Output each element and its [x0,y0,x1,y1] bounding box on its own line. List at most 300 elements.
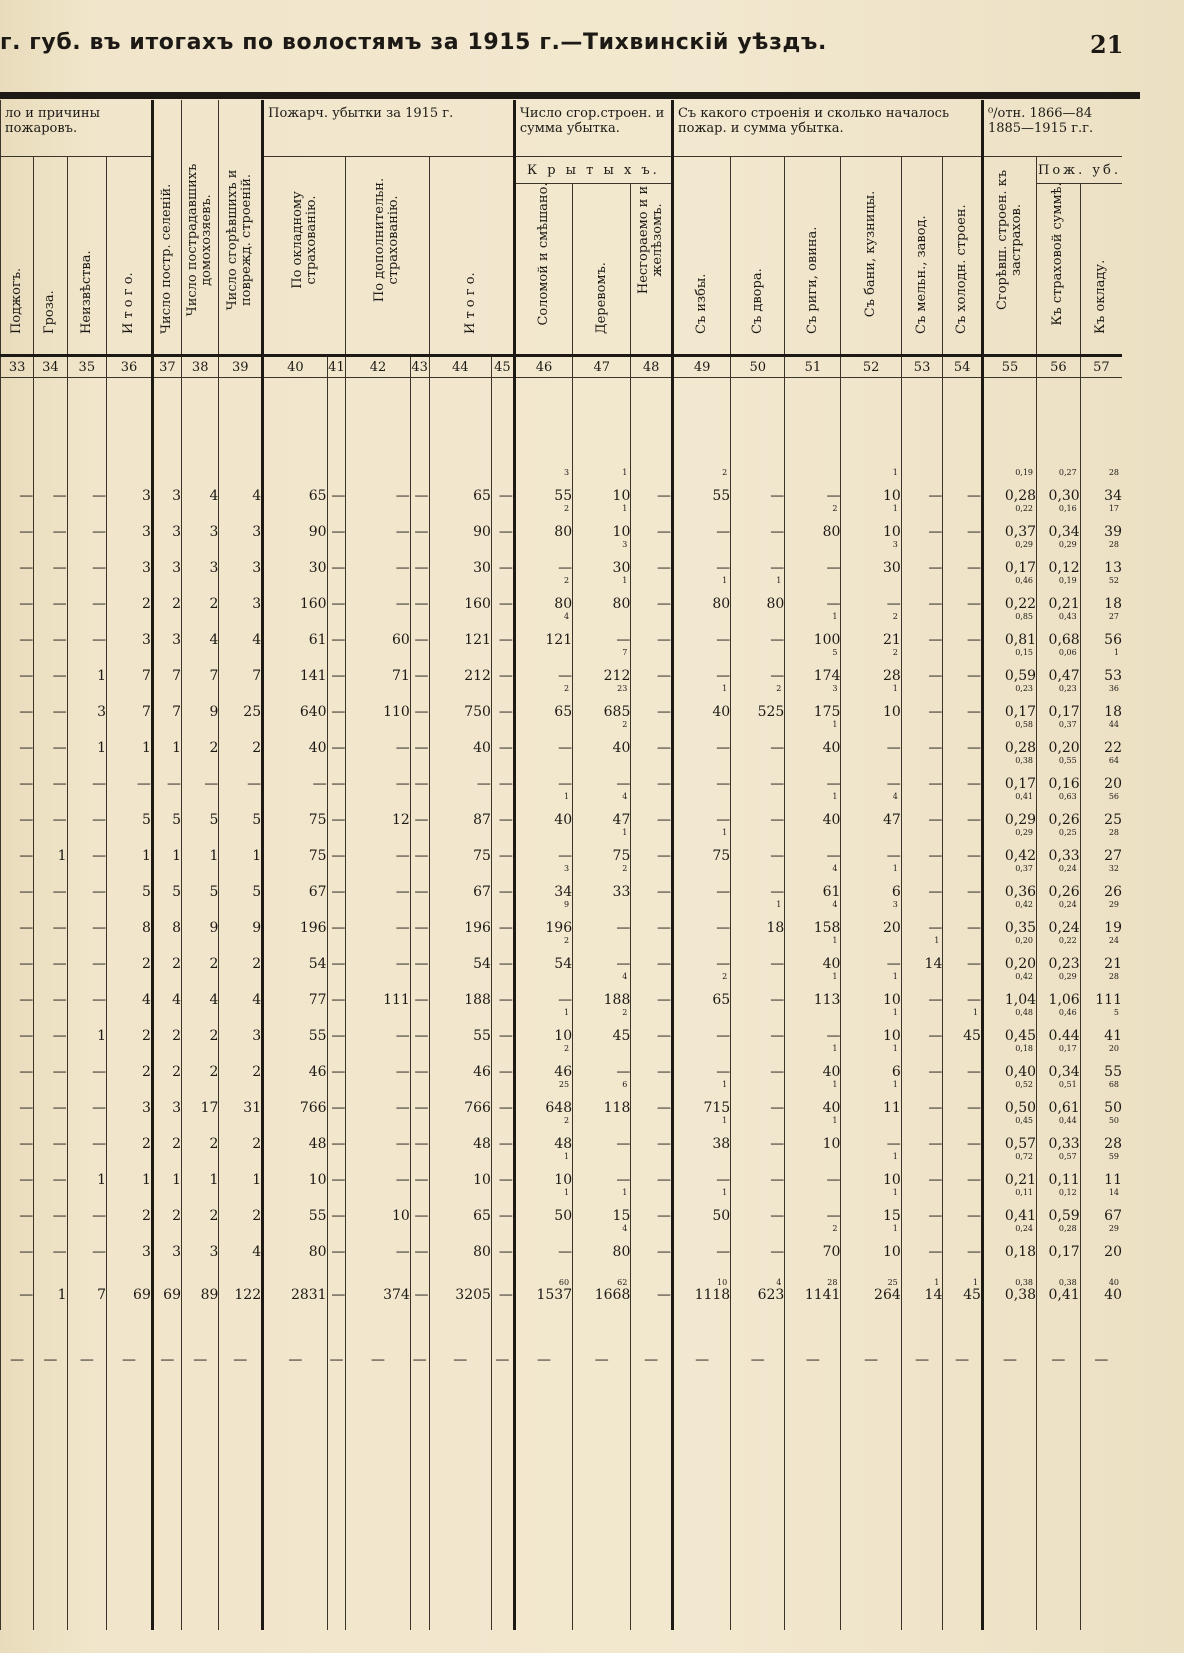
cell-value: — [656,1064,671,1080]
table-row [1,1188,1123,1224]
col-total-losses: И т о г о. [429,157,514,356]
table-cell [429,612,491,648]
cell-value: 0,28 [1004,740,1037,756]
table-cell [982,1260,1036,1330]
cell-superscript: 3 [564,864,570,873]
cell-value: 3 [141,488,151,504]
cell-value: 80 [554,596,573,612]
cell-value: 10 [882,488,901,504]
table-cell [982,828,1036,864]
cell-value: 54 [308,956,327,972]
col-from-cold: Съ холодн. строен. [943,157,983,356]
cell-value: — [414,596,429,612]
table-cell [841,612,901,648]
cell-value: — [966,524,981,540]
cell-value: — [966,992,981,1008]
cell-value: — [414,1136,429,1152]
cell-value: — [498,1287,513,1303]
cell-value: — [52,1244,67,1260]
table-cell [1080,1080,1122,1116]
table-cell [181,1224,218,1260]
col-pct-rate: Къ окладу. [1080,184,1122,356]
cell-value: — [414,1172,429,1188]
table-cell [152,972,181,1008]
cell-value: — [331,524,346,540]
table-cell [731,1188,785,1224]
cell-value: — [966,884,981,900]
col-fireproof: Несгораемо и и желѣзомъ. [631,184,673,356]
cell-value: — [928,632,943,648]
cell-superscript: 0,24 [1058,864,1077,873]
table-row [1,612,1123,648]
cell-value: 2 [209,1208,219,1224]
table-cell [672,1044,730,1080]
table-row [1,648,1123,684]
table-cell [219,1188,263,1224]
table-cell [1080,972,1122,1008]
cell-value: — [966,740,981,756]
cell-value: 141 [299,668,327,684]
cell-value: 40 [554,812,573,828]
table-cell [107,612,153,648]
cell-value: 18 [1104,704,1122,720]
table-cell [672,540,730,576]
cell-value: — [966,1244,981,1260]
table-cell [429,648,491,684]
table-cell [1037,900,1081,936]
cell-value: — [928,596,943,612]
table-cell [346,792,410,828]
cell-value: 0,12 [1048,560,1080,576]
cell-value: 90 [473,524,491,540]
table-cell [573,756,631,792]
cell-value: 0,40 [1004,1064,1037,1080]
table-cell [429,900,491,936]
table-cell [219,1330,263,1390]
cell-value: 4 [252,1244,262,1260]
table-cell [841,900,901,936]
table-cell [107,756,153,792]
cell-value: 10 [473,1172,491,1188]
table-row [1,1080,1123,1116]
table-cell [901,576,943,612]
table-cell [327,828,346,864]
table-cell [181,1044,218,1080]
table-cell [1,1188,34,1224]
cell-value: — [92,812,107,828]
cell-superscript: 0,25 [1058,828,1077,837]
cell-value: 1 [172,1172,181,1188]
cell-value: — [331,596,346,612]
cell-value: 715 [703,1100,731,1116]
column-number: 34 [34,356,67,378]
table-cell [429,540,491,576]
cell-value: — [414,1064,429,1080]
table-row [1,1116,1123,1152]
table-cell [943,720,983,756]
table-cell [67,1008,107,1044]
cell-value: 2 [252,740,262,756]
table-cell [263,1188,327,1224]
table-cell [841,972,901,1008]
cell-value: 40 [712,704,731,720]
table-cell [67,936,107,972]
table-cell [410,972,429,1008]
cell-value: — [395,884,410,900]
column-number: 54 [943,356,983,378]
cell-value: — [52,1028,67,1044]
header-rule [0,92,1140,99]
table-cell [1037,504,1081,540]
subgroup-roofed: К р ы т ы х ъ. [514,157,672,184]
table-cell [841,1330,901,1390]
column-number: 44 [429,356,491,378]
cell-value: — [770,776,785,792]
cell-value: 122 [234,1287,262,1303]
table-cell [219,1260,263,1330]
table-cell [410,864,429,900]
cell-value: — [331,776,346,792]
cell-value: — [770,812,785,828]
cell-value: 47 [882,812,901,828]
table-cell [327,576,346,612]
cell-value: 50 [1104,1100,1122,1116]
table-cell [219,720,263,756]
table-row [1,1224,1123,1260]
cell-value: 40 [612,740,631,756]
cell-value: 40 [1104,1287,1122,1303]
cell-value: 0,30 [1048,488,1080,504]
cell-value: — [414,1244,429,1260]
table-cell [1,828,34,864]
cell-value: 2 [172,1064,181,1080]
cell-value: — [371,1352,386,1368]
table-cell [152,1116,181,1152]
cell-value: — [414,1287,429,1303]
cell-value: 11 [882,1100,901,1116]
cell-value: — [92,596,107,612]
table-cell [514,468,572,504]
cell-value: 55 [554,488,573,504]
table-cell [573,1260,631,1330]
cell-value: — [656,776,671,792]
table-cell [410,1044,429,1080]
cell-value: — [498,488,513,504]
table-cell [263,468,327,504]
cell-value: — [19,524,34,540]
dash-row [1,1330,1123,1390]
cell-superscript: 2 [892,648,898,657]
table-cell [841,720,901,756]
table-cell [219,468,263,504]
cell-value: — [414,1028,429,1044]
cell-value: 196 [545,920,573,936]
cell-value: — [476,776,491,792]
cell-value: 0.44 [1048,1028,1080,1044]
cell-superscript: 0,51 [1058,1080,1077,1089]
cell-superscript: 0,44 [1058,1116,1077,1125]
cell-value: 5 [252,812,262,828]
cell-superscript: 1 [564,792,570,801]
cell-superscript: 2 [622,720,628,729]
column-number: 38 [181,356,218,378]
cell-value: 7 [209,668,219,684]
table-cell [573,1080,631,1116]
cell-value: 0,81 [1004,632,1037,648]
table-cell [1037,540,1081,576]
table-cell [429,1188,491,1224]
table-cell [982,1008,1036,1044]
cell-superscript: 0,29 [1015,540,1034,549]
table-cell [491,648,514,684]
table-cell [491,1224,514,1260]
table-cell [181,900,218,936]
table-cell [672,1330,730,1390]
cell-superscript: 1 [722,576,728,585]
table-cell [152,864,181,900]
cell-value: 14 [924,956,943,972]
cell-value: — [19,1028,34,1044]
table-cell [152,1008,181,1044]
table-row [1,1044,1123,1080]
cell-superscript: 0,19 [1058,576,1077,585]
table-cell [429,972,491,1008]
table-cell [631,1008,673,1044]
table-cell [107,1260,153,1330]
table-cell [573,1188,631,1224]
table-cell [263,576,327,612]
cell-superscript: 0,18 [1015,1044,1034,1053]
cell-value: — [414,1100,429,1116]
table-cell [785,612,841,648]
cell-superscript: 0,43 [1058,612,1077,621]
cell-value: — [886,956,901,972]
table-cell [429,1008,491,1044]
table-cell [1037,756,1081,792]
cell-superscript: 1 [622,1188,628,1197]
cell-value: 2 [141,1064,151,1080]
cell-value: — [414,992,429,1008]
cell-value: — [312,776,327,792]
cell-value: — [1002,1352,1017,1368]
cell-value: — [770,632,785,648]
table-cell [346,648,410,684]
cell-value: — [928,1064,943,1080]
table-cell [107,864,153,900]
cell-value: — [331,1028,346,1044]
cell-superscript: 1 [832,792,838,801]
table-cell [982,900,1036,936]
cell-value: — [826,1208,841,1224]
table-cell [672,612,730,648]
cell-value: 8 [172,920,181,936]
table-cell [841,576,901,612]
table-cell [731,828,785,864]
table-cell [982,1044,1036,1080]
table-cell [327,972,346,1008]
cell-value: — [928,920,943,936]
cell-value: — [928,1172,943,1188]
cell-superscript: 36 [1108,684,1119,693]
cell-value: 7 [172,668,181,684]
cell-value: — [52,1064,67,1080]
table-cell [1,504,34,540]
table-cell [1,1224,34,1260]
cell-superscript: 0,15 [1015,648,1034,657]
table-cell [491,792,514,828]
table-cell [573,1044,631,1080]
cell-superscript: 0,38 [1058,1278,1077,1287]
group-header-row [1,100,1123,157]
cell-value: 212 [464,668,491,684]
table-cell [34,1008,67,1044]
table-cell [491,900,514,936]
column-number: 39 [219,356,263,378]
table-cell [943,792,983,828]
cell-value: 3 [209,524,219,540]
cell-value: — [770,884,785,900]
table-cell [1,1152,34,1188]
table-cell [1037,1330,1081,1390]
table-row [1,540,1123,576]
table-cell [107,1116,153,1152]
table-cell [34,1044,67,1080]
table-cell [263,972,327,1008]
table-cell [410,900,429,936]
table-cell [785,468,841,504]
table-cell [943,864,983,900]
table-cell [219,900,263,936]
col-straw: Соломой и смѣшано. [514,184,572,356]
cell-superscript: 4 [892,792,898,801]
table-cell [152,1044,181,1080]
table-cell [731,1080,785,1116]
cell-value: 2 [141,1028,151,1044]
table-cell [327,1330,346,1390]
cell-value: — [498,920,513,936]
table-cell [1080,1330,1122,1390]
cell-value: 0,21 [1004,1172,1037,1188]
table-cell [327,1080,346,1116]
column-number: 47 [573,356,631,378]
table-cell [429,720,491,756]
column-number: 50 [731,356,785,378]
table-cell [1080,900,1122,936]
cell-superscript: 2 [722,468,728,477]
cell-value: 0,33 [1048,1136,1080,1152]
col-arson: Поджогъ. [1,157,34,356]
table-cell [1037,1044,1081,1080]
table-cell [841,684,901,720]
cell-superscript: 50 [1108,1116,1119,1125]
table-cell [67,612,107,648]
cell-value: 15 [882,1208,901,1224]
table-cell [346,1188,410,1224]
cell-superscript: 1 [564,1152,570,1161]
cell-superscript: 3 [622,540,628,549]
cell-value: 0,17 [1048,704,1080,720]
table-cell [346,936,410,972]
table-cell [731,1330,785,1390]
cell-value: 0,26 [1048,884,1080,900]
cell-value: 38 [712,1136,731,1152]
table-cell [429,756,491,792]
table-cell [219,504,263,540]
cell-value: — [656,524,671,540]
cell-value: — [616,920,631,936]
table-cell [219,684,263,720]
cell-value: — [498,740,513,756]
cell-value: — [414,560,429,576]
table-cell [152,684,181,720]
cell-value: — [656,848,671,864]
cell-value: 2831 [290,1287,327,1303]
cell-value: 3 [141,560,151,576]
cell-value: — [19,956,34,972]
cell-value: — [52,1100,67,1116]
cell-value: 7 [172,704,181,720]
cell-superscript: 1 [892,1224,898,1233]
cell-value: — [594,1352,609,1368]
column-number: 43 [410,356,429,378]
cell-value: 80 [822,524,841,540]
table-cell [263,1224,327,1260]
table-cell [785,720,841,756]
table-cell [410,936,429,972]
cell-value: — [331,1100,346,1116]
table-cell [1080,720,1122,756]
cell-value: 75 [712,848,731,864]
cell-value: 4 [252,632,262,648]
table-cell [672,756,730,792]
cell-value: 5 [209,884,219,900]
table-cell [943,972,983,1008]
table-cell [514,972,572,1008]
cell-value: 525 [757,704,785,720]
table-cell [982,1152,1036,1188]
cell-value: 80 [308,1244,327,1260]
table-cell [631,1152,673,1188]
cell-value: — [886,848,901,864]
table-cell [731,684,785,720]
cell-value: — [414,776,429,792]
cell-value: — [770,848,785,864]
cell-superscript: 3 [892,900,898,909]
cell-superscript: 1 [622,468,628,477]
table-cell [181,1260,218,1330]
table-cell [1080,936,1122,972]
table-cell [181,504,218,540]
table-cell [672,648,730,684]
table-cell [1,1080,34,1116]
cell-value: 3 [97,704,107,720]
table-cell [219,1224,263,1260]
table-cell [841,864,901,900]
table-cell [181,1008,218,1044]
cell-superscript: 0,12 [1058,1188,1077,1197]
table-cell [152,828,181,864]
cell-value: 3 [172,560,181,576]
cell-value: 53 [1104,668,1122,684]
table-cell [67,1044,107,1080]
cell-value: 100 [813,632,841,648]
table-cell [841,828,901,864]
table-cell [573,1224,631,1260]
cell-value: — [331,1172,346,1188]
cell-value: 60 [391,632,410,648]
group-percent: ⁰/отн. 1866—84 1885—1915 г.г. [982,100,1122,157]
table-cell [219,540,263,576]
